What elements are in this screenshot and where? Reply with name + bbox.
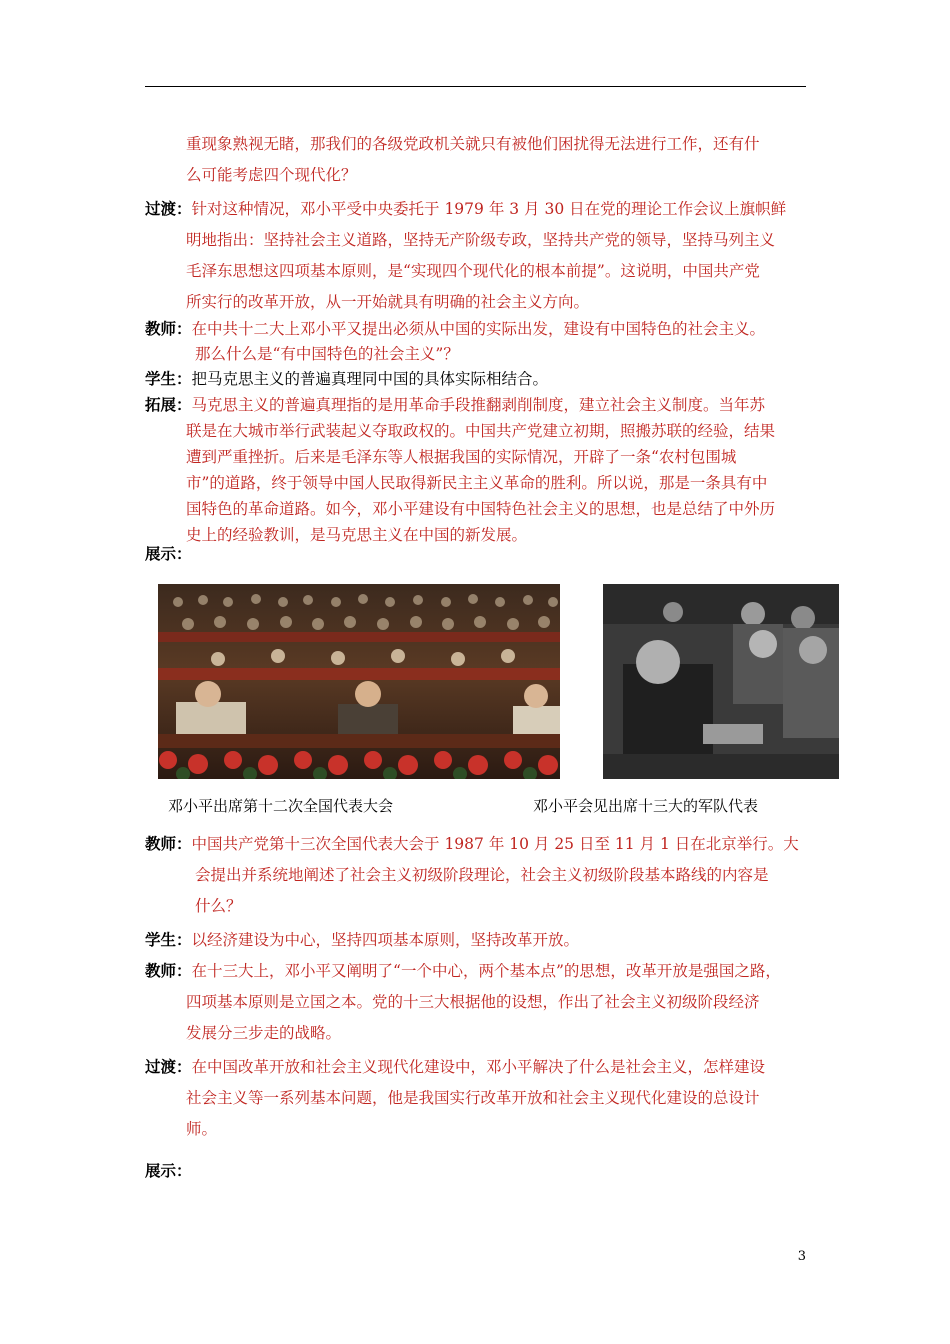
caption-right-photo: 邓小平会见出席十三大的军队代表 (533, 797, 759, 815)
paragraph-line: 遭到严重挫折。后来是毛泽东等人根据我国的实际情况，开辟了一条“农村包围城 (186, 448, 737, 466)
transition-paragraph: 过渡：在中国改革开放和社会主义现代化建设中，邓小平解决了什么是社会主义，怎样建设 (145, 1057, 766, 1076)
student-paragraph: 学生：把马克思主义的普遍真理同中国的具体实际相结合。 (145, 369, 549, 388)
photo-military-delegates (603, 584, 839, 779)
label-student: 学生： (145, 369, 192, 388)
label-show: 展示： (145, 544, 192, 563)
label-show: 展示： (145, 1161, 192, 1180)
caption-left-photo: 邓小平出席第十二次全国代表大会 (168, 797, 394, 815)
congress-photo-image (158, 584, 560, 779)
label-teacher: 教师： (145, 961, 192, 980)
paragraph-line: 明地指出：坚持社会主义道路，坚持无产阶级专政，坚持共产党的领导，坚持马列主义 (186, 231, 776, 249)
label-teacher: 教师： (145, 834, 192, 853)
teacher-paragraph: 教师：中国共产党第十三次全国代表大会于 1987 年 10 月 25 日至 11 月 1 日在北京举行。大 (145, 834, 799, 853)
paragraph-line: 那么什么是“有中国特色的社会主义”？ (195, 345, 459, 363)
paragraph-line: 社会主义等一系列基本问题，他是我国实行改革开放和社会主义现代化建设的总设计 (186, 1089, 760, 1107)
photo-twelfth-congress (158, 584, 560, 779)
paragraph-line: 师。 (186, 1120, 218, 1138)
label-teacher: 教师： (145, 319, 192, 338)
paragraph-line: 发展分三步走的战略。 (186, 1024, 342, 1042)
teacher-paragraph: 教师：在中共十二大上邓小平又提出必须从中国的实际出发，建设有中国特色的社会主义。 (145, 319, 766, 338)
military-photo-image (603, 584, 839, 779)
paragraph-line: 所实行的改革开放，从一开始就具有明确的社会主义方向。 (186, 293, 590, 311)
teacher-paragraph: 教师：在十三大上，邓小平又阐明了“一个中心，两个基本点”的思想，改革开放是强国之路， (145, 961, 781, 980)
paragraph-line: 联是在大城市举行武装起义夺取政权的。中国共产党建立初期，照搬苏联的经验，结果 (186, 422, 776, 440)
page-number: 3 (797, 1249, 806, 1264)
header-rule (145, 86, 806, 87)
paragraph-line: 会提出并系统地阐述了社会主义初级阶段理论，社会主义初级阶段基本路线的内容是 (195, 866, 769, 884)
paragraph-line: 重现象熟视无睹，那我们的各级党政机关就只有被他们困扰得无法进行工作，还有什 (186, 135, 760, 153)
paragraph-line: 么可能考虑四个现代化？ (186, 166, 357, 184)
label-student: 学生： (145, 930, 192, 949)
label-transition: 过渡： (145, 1057, 192, 1076)
label-transition: 过渡： (145, 199, 192, 218)
transition-paragraph: 过渡：针对这种情况，邓小平受中央委托于 1979 年 3 月 30 日在党的理论工作会议上旗帜鲜 (145, 199, 787, 218)
paragraph-line: 国特色的革命道路。如今，邓小平建设有中国特色社会主义的思想，也是总结了中外历 (186, 500, 776, 518)
paragraph-line: 什么？ (195, 897, 242, 915)
student-paragraph: 学生：以经济建设为中心，坚持四项基本原则，坚持改革开放。 (145, 930, 580, 949)
paragraph-line: 史上的经验教训，是马克思主义在中国的新发展。 (186, 526, 528, 544)
extension-paragraph: 拓展：马克思主义的普遍真理指的是用革命手段推翻剥削制度，建立社会主义制度。当年苏 (145, 395, 766, 414)
label-extension: 拓展： (145, 395, 192, 414)
paragraph-line: 市”的道路，终于领导中国人民取得新民主主义革命的胜利。所以说，那是一条具有中 (186, 474, 768, 492)
paragraph-line: 四项基本原则是立国之本。党的十三大根据他的设想，作出了社会主义初级阶段经济 (186, 993, 760, 1011)
paragraph-line: 毛泽东思想这四项基本原则，是“实现四个现代化的根本前提”。这说明，中国共产党 (186, 262, 760, 280)
